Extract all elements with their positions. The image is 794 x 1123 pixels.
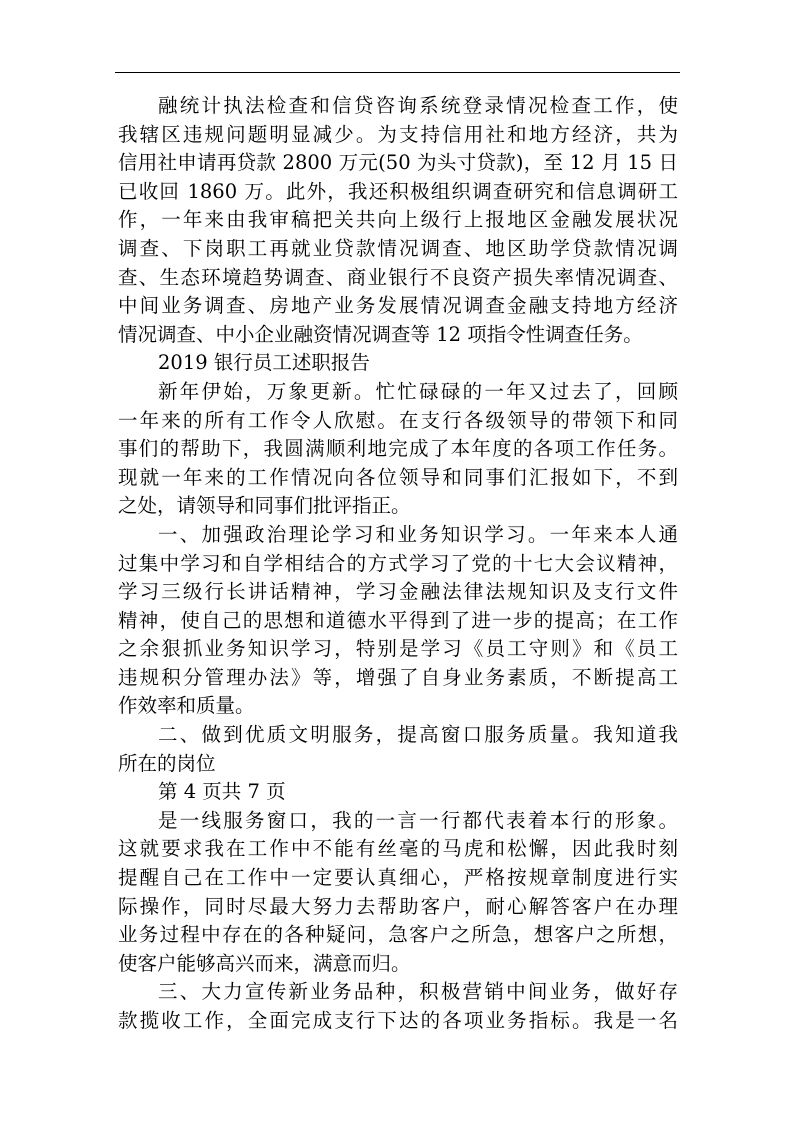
text-line: 中间业务调查、房地产业务发展情况调查金融支持地方经济 [118, 294, 678, 318]
text-line: 三、大力宣传新业务品种，积极营销中间业务，做好存 [158, 980, 678, 1004]
text-line: 是一线服务窗口，我的一言一行都代表着本行的形象。 [158, 808, 678, 832]
text-line: 际操作，同时尽最大努力去帮助客户，耐心解答客户在办理 [118, 894, 678, 918]
text-line: 违规积分管理办法》等，增强了自身业务素质，不断提高工 [118, 665, 678, 689]
text-line: 使客户能够高兴而来，满意而归。 [118, 951, 411, 975]
text-line: 融统计执法检查和信贷咨询系统登录情况检查工作，使 [158, 94, 678, 117]
text-line: 2019 银行员工述职报告 [158, 351, 370, 375]
text-line: 这就要求我在工作中不能有丝毫的马虎和松懈，因此我时刻 [118, 837, 678, 861]
text-line: 新年伊始，万象更新。忙忙碌碌的一年又过去了，回顾 [158, 379, 678, 403]
text-line: 我辖区违规问题明显减少。为支持信用社和地方经济，共为 [118, 122, 678, 146]
text-line: 提醒自己在工作中一定要认真细心，严格按规章制度进行实 [118, 866, 678, 890]
text-line: 事们的帮助下，我圆满顺利地完成了本年度的各项工作任务。 [118, 437, 678, 461]
text-line: 信用社申请再贷款 2800 万元(50 为头寸贷款)，至 12 月 15 日 [118, 151, 678, 175]
text-line: 查、生态环境趋势调查、商业银行不良资产损失率情况调查、 [118, 265, 678, 289]
text-line: 学习三级行长讲话精神，学习金融法律法规知识及支行文件 [118, 580, 678, 604]
text-line: 作效率和质量。 [118, 694, 255, 718]
text-line: 调查、下岗职工再就业贷款情况调查、地区助学贷款情况调 [118, 236, 678, 260]
text-line: 过集中学习和自学相结合的方式学习了党的十七大会议精神， [118, 551, 678, 575]
header-rule [115, 72, 680, 73]
text-line: 一、加强政治理论学习和业务知识学习。一年来本人通 [158, 522, 678, 546]
text-line: 款揽收工作，全面完成支行下达的各项业务指标。我是一名 [118, 1009, 678, 1032]
text-line: 所在的岗位 [118, 751, 216, 775]
document-body [118, 92, 678, 1036]
text-line: 作，一年来由我审稿把关共向上级行上报地区金融发展状况 [118, 208, 678, 232]
text-line: 现就一年来的工作情况向各位领导和同事们汇报如下，不到 [118, 465, 678, 489]
text-line: 情况调查、中小企业融资情况调查等 12 项指令性调查任务。 [118, 322, 643, 346]
text-line: 第 4 页共 7 页 [158, 780, 286, 804]
text-line: 之处，请领导和同事们批评指正。 [118, 494, 411, 518]
text-line: 已收回 1860 万。此外，我还积极组织调查研究和信息调研工 [118, 179, 678, 203]
text-line: 二、做到优质文明服务，提高窗口服务质量。我知道我 [158, 723, 678, 747]
text-line: 精神，使自己的思想和道德水平得到了进一步的提高；在工作 [118, 608, 678, 632]
text-line: 之余狠抓业务知识学习，特别是学习《员工守则》和《员工 [118, 637, 678, 661]
text-line: 业务过程中存在的各种疑问，急客户之所急，想客户之所想， [118, 923, 678, 947]
text-line: 一年来的所有工作令人欣慰。在支行各级领导的带领下和同 [118, 408, 678, 432]
